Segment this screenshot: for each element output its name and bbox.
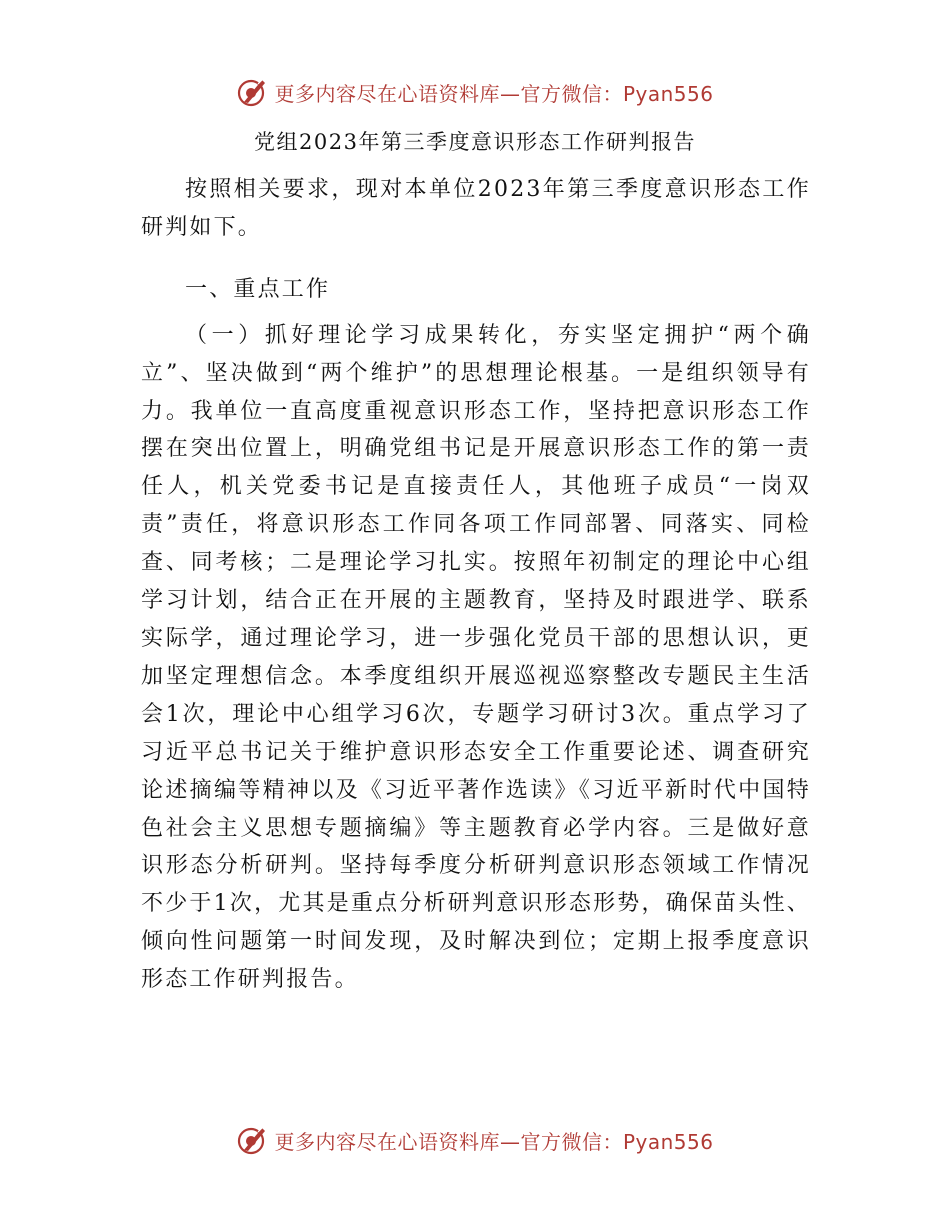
document-body (141, 171, 811, 999)
footer-watermark (0, 1120, 950, 1160)
body-paragraph: （一）抓好理论学习成果转化，夯实坚定拥护“两个确立”、坚决做到“两个维护”的思想理论根基。一是组织领导有力。我单位一直高度重视意识形态工作，坚持把意识形态工作摆在突出位置上，明确党组书记是开展意识形态工作的第一责任人，机关党委书记是直接责任人，其他班子成员“一岗双责”责任，将意识形态工作同各项工作同部署、同落实、同检查、同考核；二是理论学习扎实。按照年初制定的理论中心组学习计划，结合正在开展的主题教育，坚持及时跟进学、联系实际学，通过理论学习，进一步强化党员干部的思想认识，更加坚定理想信念。本季度组织开展巡视巡察整改专题民主生活会1次，理论中心组学习6次，专题学习研讨3次。重点学习了习近平总书记关于维护意识形态安全工作重要论述、调查研究论述摘编等精神以及《习近平著作选读》《习近平新时代中国特色社会主义思想专题摘编》等主题教育必学内容。三是做好意识形态分析研判。坚持每季度分析研判意识形态领域工作情况不少于1次，尤其是重点分析研判意识形态形势，确保苗头性、倾向性问题第一时间发现，及时解决到位；定期上报季度意识形态工作研判报告。 (141, 322, 811, 993)
watermark-text: 更多内容尽在心语资料库—官方微信：Pyan556 (274, 1129, 714, 1154)
feather-pen-seal-icon (236, 76, 268, 108)
feather-pen-seal-icon (236, 1124, 268, 1156)
header-watermark (0, 72, 950, 112)
intro-paragraph: 按照相关要求，现对本单位2023年第三季度意识形态工作研判如下。 (141, 177, 811, 240)
section-heading: 一、重点工作 (185, 276, 331, 302)
watermark-text: 更多内容尽在心语资料库—官方微信：Pyan556 (274, 81, 714, 106)
document-title: 党组2023年第三季度意识形态工作研判报告 (254, 130, 696, 154)
